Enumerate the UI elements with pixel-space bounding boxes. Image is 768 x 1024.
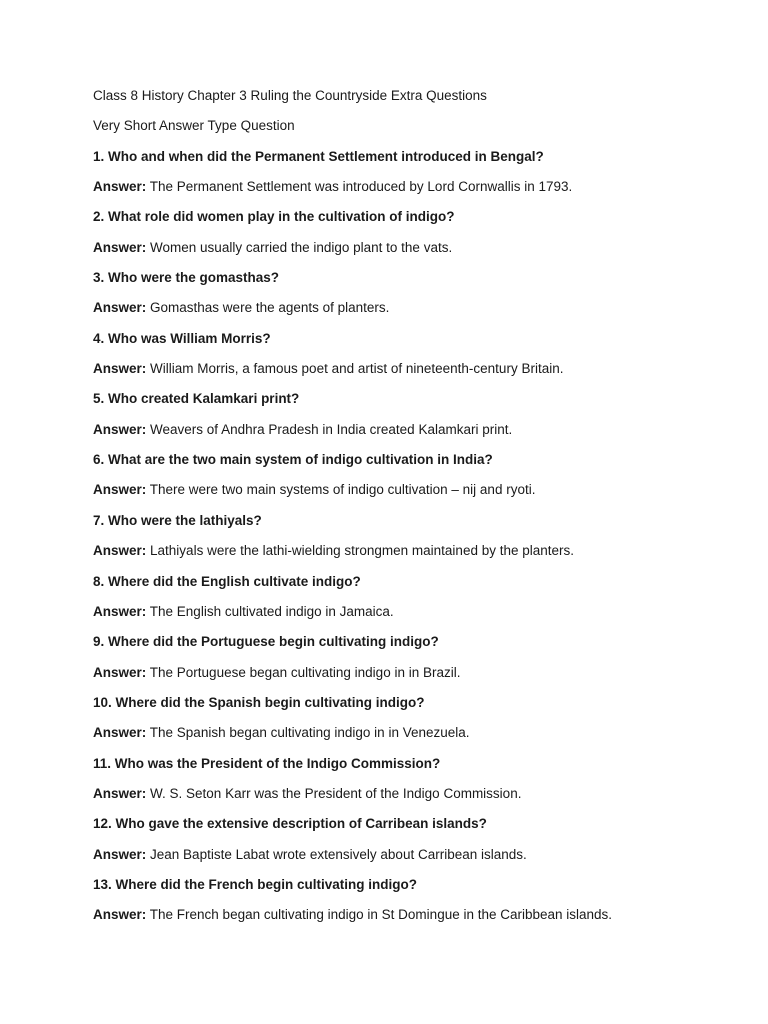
- answer-3: [93, 297, 743, 319]
- answer-label: Answer:: [93, 725, 147, 741]
- answer-1: [93, 176, 743, 198]
- answer-label: Answer:: [93, 907, 147, 923]
- answer-text: W. S. Seton Karr was the President of the Indigo Commission.: [150, 785, 522, 801]
- answer-2: [93, 237, 743, 259]
- question-4: 4. Who was William Morris?: [93, 330, 271, 346]
- answer-label: Answer:: [93, 603, 147, 619]
- answer-text: Weavers of Andhra Pradesh in India created Kalamkari print.: [150, 421, 513, 437]
- answer-6: [93, 479, 743, 501]
- answer-label: Answer:: [93, 482, 147, 498]
- answer-text: Gomasthas were the agents of planters.: [150, 300, 390, 316]
- answer-9: [93, 662, 743, 684]
- answer-10: [93, 722, 743, 744]
- question-7: 7. Who were the lathiyals?: [93, 512, 262, 528]
- answer-label: Answer:: [93, 846, 147, 862]
- answer-text: Jean Baptiste Labat wrote extensively about Carribean islands.: [150, 846, 527, 862]
- answer-text: There were two main systems of indigo cultivation – nij and ryoti.: [149, 482, 536, 498]
- section-heading: Very Short Answer Type Question: [93, 118, 295, 134]
- answer-label: Answer:: [93, 179, 147, 195]
- answer-text: Women usually carried the indigo plant to the vats.: [150, 239, 453, 255]
- answer-label: Answer:: [93, 361, 147, 377]
- answer-4: [93, 358, 743, 380]
- answer-label: Answer:: [93, 300, 147, 316]
- question-2: 2. What role did women play in the cultivation of indigo?: [93, 209, 455, 225]
- answer-8: [93, 601, 743, 623]
- document-title: Class 8 History Chapter 3 Ruling the Countryside Extra Questions: [93, 88, 487, 103]
- question-1: 1. Who and when did the Permanent Settlement introduced in Bengal?: [93, 148, 544, 164]
- question-3: 3. Who were the gomasthas?: [93, 270, 280, 286]
- answer-7: [93, 540, 743, 562]
- answer-5: [93, 419, 743, 441]
- answer-label: Answer:: [93, 543, 147, 559]
- question-11: 11. Who was the President of the Indigo Commission?: [93, 755, 441, 771]
- answer-13: [93, 904, 743, 926]
- answer-text: The French began cultivating indigo in St Domingue in the Caribbean islands.: [149, 907, 613, 923]
- qa-list: [93, 146, 743, 927]
- document-page: [93, 85, 743, 935]
- question-6: 6. What are the two main system of indigo cultivation in India?: [93, 452, 493, 468]
- question-5: 5. Who created Kalamkari print?: [93, 391, 300, 407]
- answer-11: [93, 783, 743, 805]
- answer-label: Answer:: [93, 785, 147, 801]
- question-12: 12. Who gave the extensive description of Carribean islands?: [93, 816, 487, 832]
- question-13: 13. Where did the French begin cultivating indigo?: [93, 876, 418, 892]
- answer-12: [93, 844, 743, 866]
- answer-text: The English cultivated indigo in Jamaica.: [149, 603, 394, 619]
- question-9: 9. Where did the Portuguese begin cultivating indigo?: [93, 634, 439, 650]
- answer-text: Lathiyals were the lathi-wielding strongmen maintained by the planters.: [150, 543, 575, 559]
- answer-text: The Permanent Settlement was introduced by Lord Cornwallis in 1793.: [149, 179, 573, 195]
- question-10: 10. Where did the Spanish begin cultivating indigo?: [93, 694, 425, 710]
- answer-text: William Morris, a famous poet and artist of nineteenth-century Britain.: [150, 361, 564, 377]
- answer-label: Answer:: [93, 664, 147, 680]
- answer-label: Answer:: [93, 421, 147, 437]
- answer-label: Answer:: [93, 239, 147, 255]
- question-8: 8. Where did the English cultivate indigo?: [93, 573, 361, 589]
- answer-text: The Portuguese began cultivating indigo in in Brazil.: [149, 664, 461, 680]
- answer-text: The Spanish began cultivating indigo in in Venezuela.: [149, 725, 470, 741]
